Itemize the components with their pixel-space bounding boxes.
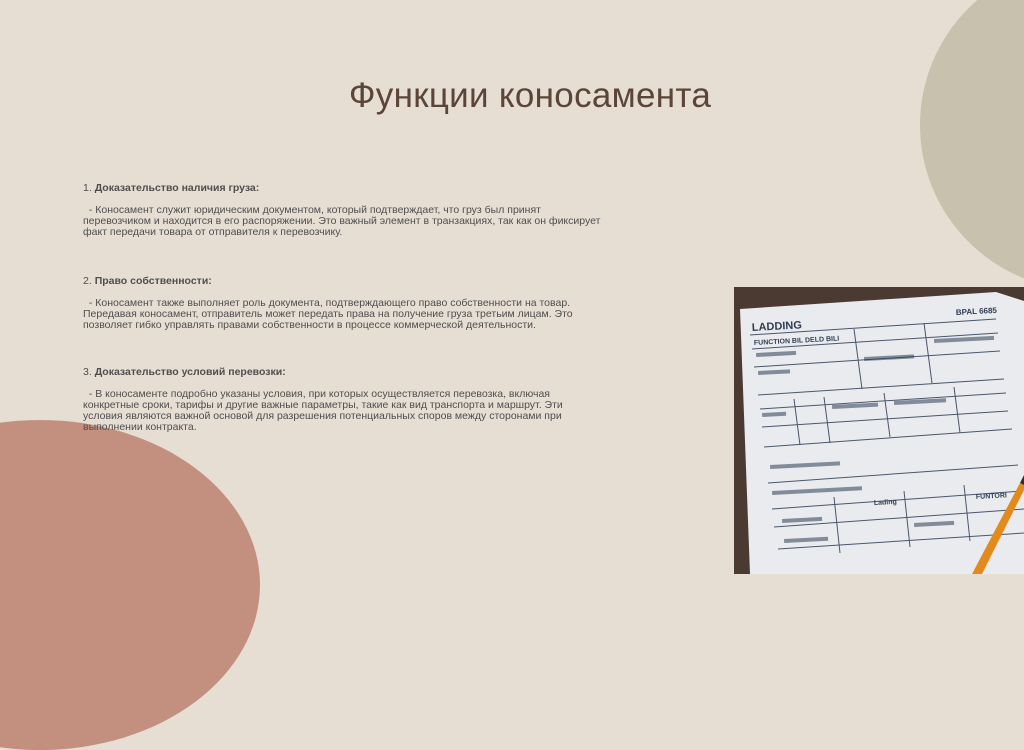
form-row-label: FUNCTION BIL DELD BILI bbox=[753, 335, 840, 347]
decorative-circle-bottom-left bbox=[0, 420, 260, 750]
section-title: Право собственности: bbox=[94, 275, 212, 287]
section-line: - Коносамент служит юридическим документом, который подтверждает, что груз был принят bbox=[83, 204, 541, 216]
section-1 bbox=[83, 183, 683, 238]
form-title: LADDING bbox=[751, 319, 803, 334]
section-number: 1. bbox=[83, 182, 92, 194]
section-line: позволяет гибко управлять правами собственности в процессе коммерческой деятельности. bbox=[83, 319, 536, 331]
section-line: факт передачи товара от отправителя к перевозчику. bbox=[83, 226, 343, 238]
section-title: Доказательство наличия груза: bbox=[94, 182, 260, 194]
section-line: - В коносаменте подробно указаны условия, при которых осуществляется перевозка, включая bbox=[83, 388, 550, 400]
decorative-circle-right bbox=[920, 0, 1024, 290]
bill-of-lading-illustration bbox=[734, 287, 1024, 574]
form-code: BPAL 6685 bbox=[955, 305, 998, 317]
section-3 bbox=[83, 367, 683, 433]
section-line: - Коносамент также выполняет роль документа, подтверждающего право собственности на товар. bbox=[83, 297, 571, 309]
form-row-label: FUNTORI bbox=[975, 492, 1008, 501]
section-line: условия являются важной основой для разрешения потенциальных споров между сторонами при bbox=[83, 410, 562, 422]
section-heading bbox=[83, 276, 683, 287]
section-number: 3. bbox=[83, 366, 92, 378]
section-heading bbox=[83, 367, 683, 378]
section-heading bbox=[83, 183, 683, 194]
slide-title: Функции коносамента bbox=[348, 76, 712, 115]
section-line: конкретные сроки, тарифы и другие важные параметры, такие как вид транспорта и маршрут. Эти bbox=[83, 399, 563, 411]
section-2 bbox=[83, 276, 683, 331]
section-body bbox=[83, 298, 683, 331]
section-line: перевозчиком и находится в его распоряжении. Это важный элемент в транзакциях, так как он фиксирует bbox=[83, 215, 601, 227]
section-body bbox=[83, 389, 683, 433]
section-title: Доказательство условий перевозки: bbox=[94, 366, 286, 378]
bill-of-lading-photo bbox=[734, 287, 1024, 574]
form-row-label: Lading bbox=[873, 498, 898, 507]
section-body bbox=[83, 205, 683, 238]
section-number: 2. bbox=[83, 275, 92, 287]
section-line: Передавая коносамент, отправитель может передать права на получение груза третьим лицам. Это bbox=[83, 308, 573, 320]
section-line: выполнении контракта. bbox=[83, 421, 197, 433]
